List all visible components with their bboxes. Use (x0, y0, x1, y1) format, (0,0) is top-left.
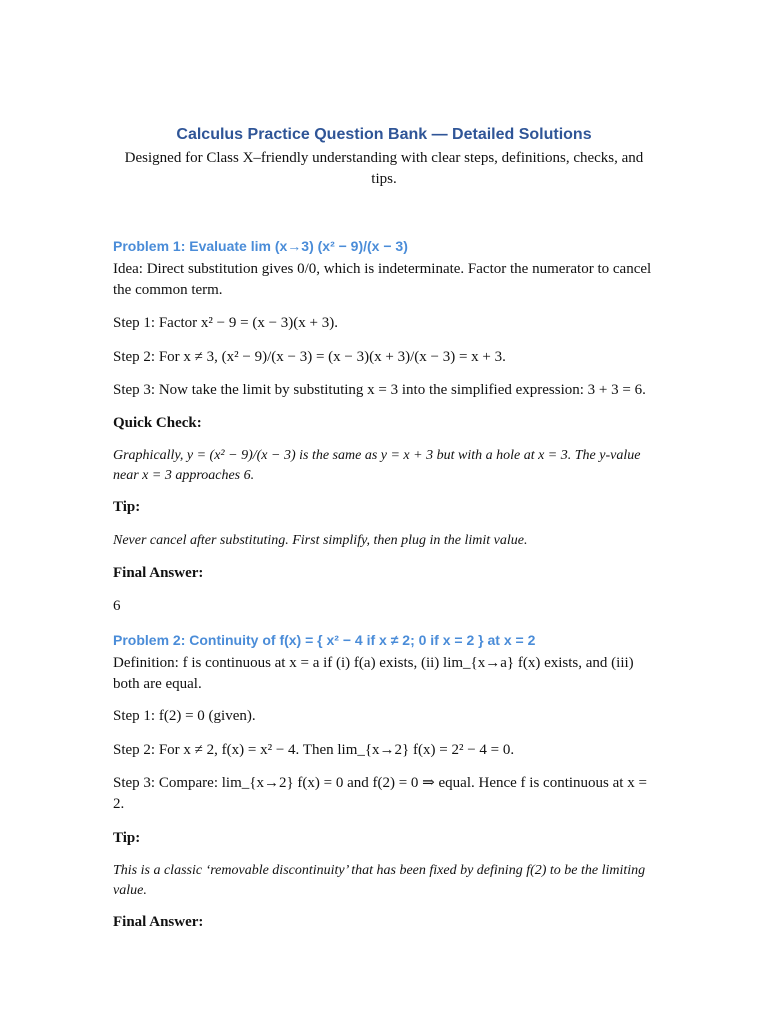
problem-2-tip-label: Tip: (113, 830, 141, 846)
problem-1-idea: Idea: Direct substitution gives 0/0, which is indeterminate. Factor the numerator to cancel the common term. (113, 261, 652, 298)
problem-2-heading: Problem 2: Continuity of f(x) = { x² − 4 if x ≠ 2; 0 if x = 2 } at x = 2 (113, 632, 536, 648)
problem-2-final-answer-label: Final Answer: (113, 914, 204, 930)
problem-1-step-1: Step 1: Factor x² − 9 = (x − 3)(x + 3). (113, 315, 338, 331)
problem-1-tip-text: Never cancel after substituting. First simplify, then plug in the limit value. (113, 533, 528, 548)
problem-1-step-2: Step 2: For x ≠ 3, (x² − 9)/(x − 3) = (x − 3)(x + 3)/(x − 3) = x + 3. (113, 349, 506, 365)
problem-1-final-answer-value: 6 (113, 598, 121, 614)
problem-1-tip-label: Tip: (113, 499, 141, 515)
problem-2-step-1: Step 1: f(2) = 0 (given). (113, 708, 256, 724)
document-subtitle: Designed for Class X–friendly understanding with clear steps, definitions, checks, and tips. (124, 150, 644, 187)
problem-1-final-answer-label: Final Answer: (113, 565, 204, 581)
problem-1-heading: Problem 1: Evaluate lim (x→3) (x² − 9)/(x − 3) (113, 238, 408, 254)
problem-1-quick-check-label: Quick Check: (113, 415, 202, 431)
problem-1-step-3: Step 3: Now take the limit by substituting x = 3 into the simplified expression: 3 + 3 = 6. (113, 382, 646, 398)
document-title: Calculus Practice Question Bank — Detailed Solutions (176, 126, 592, 143)
problem-2-tip-text: This is a classic ‘removable discontinuity’ that has been fixed by defining f(2) to be the limiting value. (113, 863, 646, 898)
problem-2-definition: Definition: f is continuous at x = a if (i) f(a) exists, (ii) lim_{x→a} f(x) exists, and (iii) both are equal. (113, 655, 634, 692)
problem-2-step-3: Step 3: Compare: lim_{x→2} f(x) = 0 and f(2) = 0 ⇒ equal. Hence f is continuous at x = 2. (113, 775, 647, 812)
problem-2-step-2: Step 2: For x ≠ 2, f(x) = x² − 4. Then lim_{x→2} f(x) = 2² − 4 = 0. (113, 742, 515, 758)
problem-1-quick-check-text: Graphically, y = (x² − 9)/(x − 3) is the same as y = x + 3 but with a hole at x = 3. The y-value near x = 3 approaches 6. (113, 448, 641, 483)
